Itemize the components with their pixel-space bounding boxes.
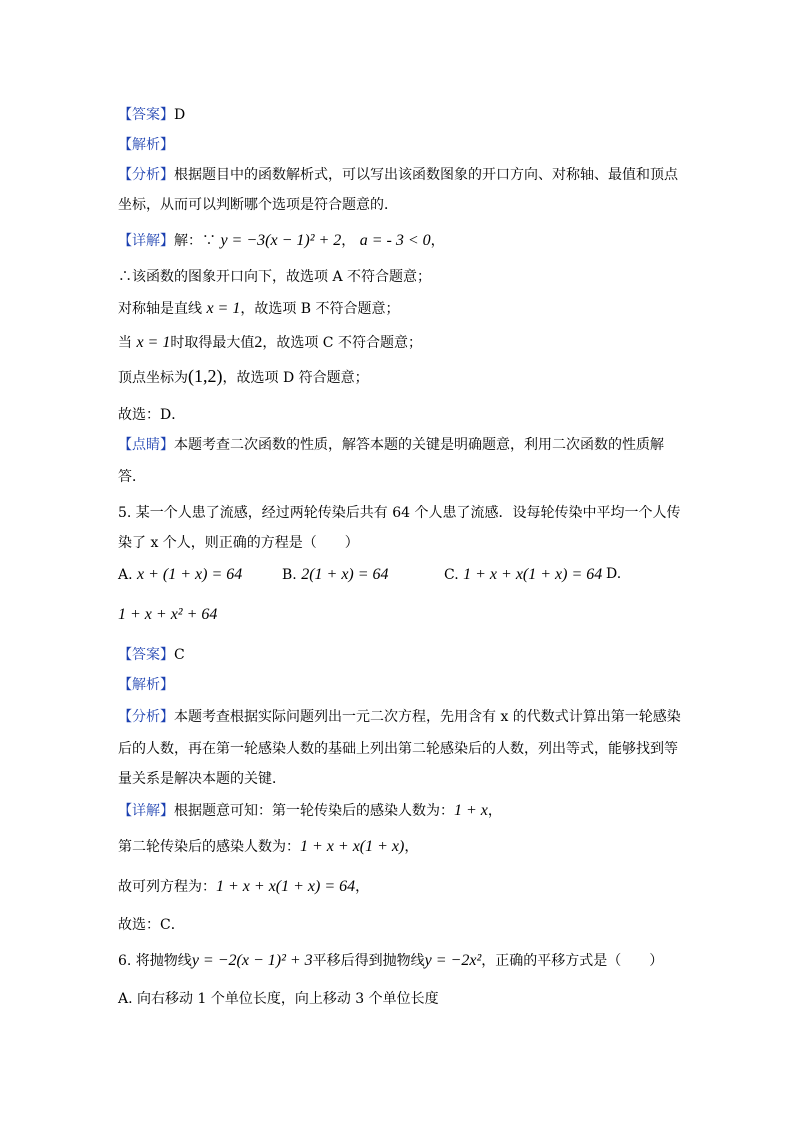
q5-detail-math-1: 1 + x (454, 802, 488, 819)
q5-choose-line (118, 914, 185, 934)
q5-option-d-label: D. (606, 566, 622, 582)
q5-fenxi-text-1: 本题考查根据实际问题列出一元二次方程，先用含有 x 的代数式计算出第一轮感染 (174, 709, 681, 725)
dianjing-line-1 (118, 434, 664, 454)
dianjing-text-1: 本题考查二次函数的性质，解答本题的关键是明确题意，利用二次函数的性质解 (174, 437, 664, 453)
q5-detail-line-3 (118, 876, 369, 896)
q5-stem-1 (118, 502, 681, 522)
answer-value: D (174, 107, 186, 123)
q5-answer-line (118, 644, 185, 664)
answer-tag: 【答案】 (118, 107, 174, 123)
step-2-post: ，故选项 B 不符合题意； (240, 301, 400, 317)
q6-stem-mid: 平移后得到抛物线 (312, 953, 425, 969)
q5-choose-text: 故选：C． (118, 917, 185, 933)
fenxi-text-2: 坐标，从而可以判断哪个选项是符合题意的． (118, 197, 398, 213)
step-3-value: 2 (254, 334, 263, 351)
q5-option-a: x + (1 + x) = 64 (137, 566, 243, 583)
q6-stem-math-1: y = −2(x − 1)² + 3 (191, 952, 313, 969)
step-2-math: x = 1 (206, 300, 241, 317)
detail-formula: y = −3(x − 1)² + 2 (220, 232, 342, 249)
q5-fenxi-text-2: 后的人数，再在第一轮感染人数的基础上列出第二轮感染后的人数，列出等式，能够找到等 (118, 741, 678, 757)
step-2-pre: 对称轴是直线 (118, 301, 202, 317)
dianjing-line-2 (118, 466, 146, 486)
step-4-pre: 顶点坐标为 (118, 370, 188, 386)
q5-analysis-heading (118, 674, 174, 694)
q5-options (118, 566, 242, 584)
q5-option-d: 1 + x + x² + 64 (118, 606, 218, 623)
step-2 (118, 298, 400, 318)
step-1-text: ∴该函数的图象开口向下，故选项 A 不符合题意； (118, 269, 432, 285)
q5-detail-line-2 (118, 836, 418, 856)
q5-option-a-label: A. (118, 567, 133, 583)
q5-detail-math-3: 1 + x + x(1 + x) = 64 (216, 878, 356, 895)
fenxi-text-1: 根据题目中的函数解析式，可以写出该函数图象的开口方向、对称轴、最值和顶点 (174, 167, 678, 183)
q5-detail-text-3: 故可列方程为： (118, 879, 216, 895)
q5-stem-2 (118, 532, 359, 552)
q5-detail-comma-3: ， (355, 879, 370, 895)
dianjing-text-2: 答． (118, 469, 146, 485)
q5-option-c: 1 + x + x(1 + x) = 64 (463, 566, 603, 583)
q5-answer-value: C (174, 647, 185, 663)
step-1 (118, 266, 431, 286)
q6-option-a: A. 向右移动 1 个单位长度，向上移动 3 个单位长度 (118, 991, 439, 1007)
q6-option-a-line (118, 988, 439, 1008)
q5-analysis-tag: 【解析】 (118, 677, 174, 693)
q6-stem-post: ，正确的平移方式是（ ） (481, 953, 664, 969)
fenxi-tag: 【分析】 (118, 167, 174, 183)
dianjing-tag: 【点睛】 (118, 437, 174, 453)
step-3-pre: 当 (118, 335, 132, 351)
q5-option-b-label: B. (282, 567, 297, 583)
q6-stem-pre: 6. 将抛物线 (118, 953, 192, 969)
q5-option-d-line (118, 606, 217, 624)
q5-option-b-wrap (282, 566, 389, 584)
q5-detail-math-2: 1 + x + x(1 + x) (300, 838, 405, 855)
q5-fenxi-line-1 (118, 706, 681, 726)
analysis-tag: 【解析】 (118, 137, 174, 153)
q5-detail-line-1 (118, 800, 502, 820)
q5-detail-comma-2: ， (404, 839, 419, 855)
q5-option-d-wrap (606, 566, 621, 582)
q6-stem (118, 950, 663, 970)
q5-option-b: 2(1 + x) = 64 (301, 566, 389, 583)
fenxi-line-2 (118, 194, 398, 214)
q5-fenxi-line-2 (118, 738, 678, 758)
q5-option-c-label: C. (444, 567, 459, 583)
step-4 (118, 366, 369, 387)
q5-fenxi-line-3 (118, 768, 286, 788)
q5-option-c-wrap (444, 566, 602, 584)
step-3 (118, 332, 422, 352)
choose-text: 故选：D． (118, 407, 186, 423)
detail-tag: 【详解】 (118, 233, 174, 249)
q6-stem-math-2: y = −2x² (424, 952, 482, 969)
detail-line: 【详解】解：∵ y = −3(x − 1)² + 2， a = - 3 < 0， (118, 232, 445, 249)
step-4-post: ，故选项 D 符合题意； (222, 370, 369, 386)
fenxi-line-1 (118, 164, 678, 184)
analysis-heading (118, 134, 174, 154)
step-4-math: (1,2) (188, 366, 223, 386)
q5-fenxi-text-3: 量关系是解决本题的关键． (118, 771, 286, 787)
detail-condition: a = - 3 < 0 (359, 232, 431, 249)
step-3-mid: 时取得最大值 (170, 335, 255, 351)
answer-line (118, 104, 185, 124)
step-3-math: x = 1 (136, 334, 171, 351)
detail-prefix: 解：∵ (174, 233, 216, 249)
q5-fenxi-tag: 【分析】 (118, 709, 174, 725)
step-3-post: ，故选项 C 不符合题意； (262, 335, 422, 351)
q5-stem-text-2: 染了 x 个人，则正确的方程是（ ） (118, 535, 359, 551)
q5-answer-tag: 【答案】 (118, 647, 174, 663)
q5-stem-text-1: 5. 某一个人患了流感，经过两轮传染后共有 64 个人患了流感．设每轮传染中平均一个人传 (118, 505, 681, 521)
q5-detail-text-2: 第二轮传染后的感染人数为： (118, 839, 300, 855)
q5-detail-comma-1: ， (487, 803, 502, 819)
q5-detail-tag: 【详解】 (118, 803, 174, 819)
choose-line (118, 404, 185, 424)
q5-detail-text-1: 根据题意可知：第一轮传染后的感染人数为： (174, 803, 454, 819)
